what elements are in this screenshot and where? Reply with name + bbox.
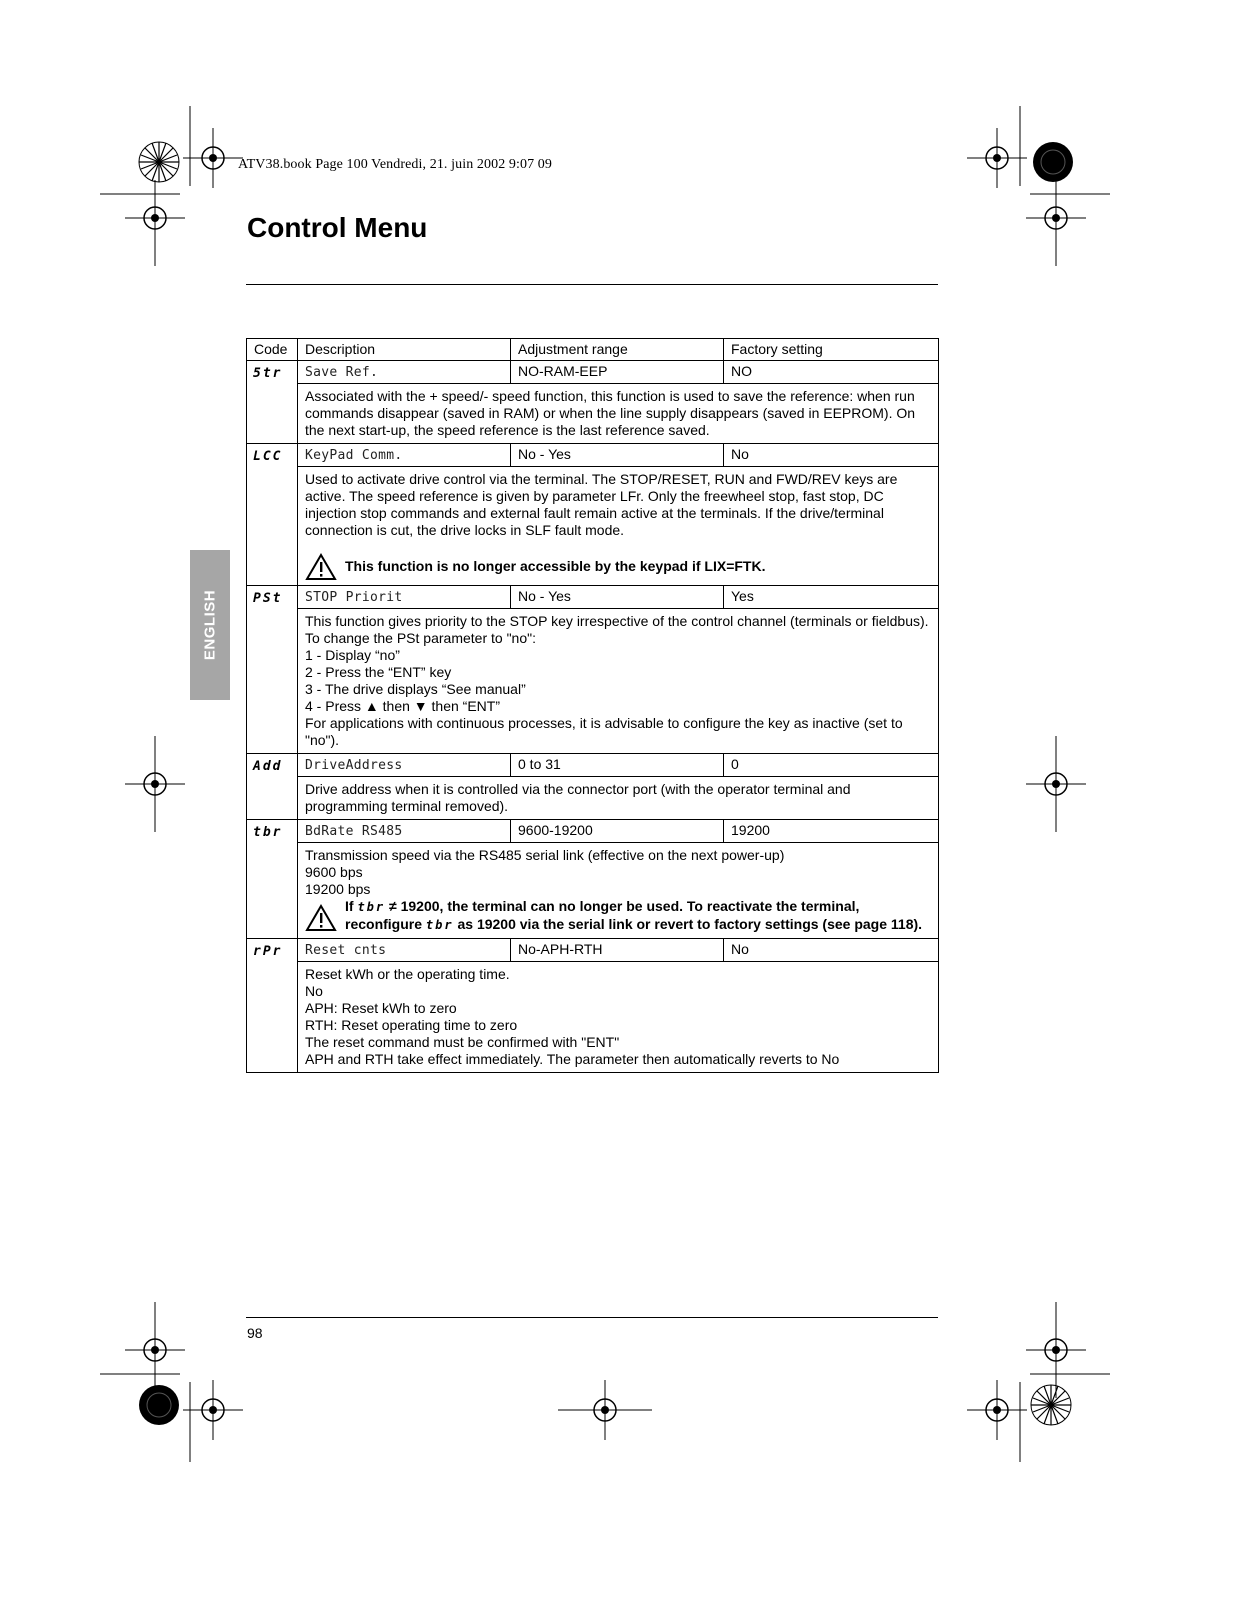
description-text: For applications with continuous processes, it is advisable to configure the key as inactive (set to "no").	[305, 715, 903, 748]
header-range: Adjustment range	[511, 339, 724, 361]
description-text: Used to activate drive control via the terminal. The STOP/RESET, RUN and FWD/REV keys are active. The speed reference is given by parameter LFr. Only the freewheel stop, fast stop, DC injection stop commands and external fault remain active at the terminals. If the drive/terminal connection is cut, the drive locks in SLF fault mode.	[305, 471, 898, 538]
parameter-name: STOP Priorit	[305, 590, 403, 605]
language-side-tab	[190, 550, 230, 700]
parameter-name: DriveAddress	[305, 758, 403, 773]
description-step: 3 - The drive displays “See manual”	[305, 681, 526, 697]
header-description: Description	[298, 339, 511, 361]
table-row	[247, 586, 939, 609]
table-row	[247, 754, 939, 777]
table-row	[247, 361, 939, 384]
table-row	[247, 820, 939, 843]
header-factory: Factory setting	[724, 339, 939, 361]
adjustment-range: 9600-19200	[511, 820, 724, 843]
side-tab-label: ENGLISH	[201, 589, 219, 661]
description-text: Associated with the + speed/- speed function, this function is used to save the reference: when run commands disappear (saved in RAM) or when the line supply disappears (saved in EEPROM). On the next start-up, the speed reference is the last reference saved.	[305, 388, 916, 438]
description-option: No	[305, 983, 323, 999]
description-option: 9600 bps	[305, 864, 363, 880]
description-text: To change the PSt parameter to "no":	[305, 630, 536, 646]
parameter-code: LCC	[253, 449, 283, 464]
header-code: Code	[247, 339, 298, 361]
warning-triangle-icon	[305, 904, 337, 932]
factory-setting: No	[724, 444, 939, 467]
parameter-name: Reset cnts	[305, 943, 387, 958]
description-text: Drive address when it is controlled via the connector port (with the operator terminal and programming terminal removed).	[305, 781, 851, 814]
factory-setting: 0	[724, 754, 939, 777]
page-number: 98	[247, 1325, 263, 1341]
factory-setting: 19200	[724, 820, 939, 843]
description-text: The reset command must be confirmed with "ENT"	[305, 1034, 620, 1050]
footer-rule	[246, 1317, 938, 1318]
page-title: Control Menu	[247, 212, 428, 243]
description-text: This function gives priority to the STOP key irrespective of the control channel (terminals or fieldbus).	[305, 613, 929, 629]
parameter-name: Save Ref.	[305, 365, 379, 380]
adjustment-range: No - Yes	[511, 444, 724, 467]
table-description-row	[247, 467, 939, 586]
table-description-row	[247, 843, 939, 939]
warning-note	[305, 898, 931, 934]
table-row	[247, 939, 939, 962]
factory-setting: Yes	[724, 586, 939, 609]
table-description-row	[247, 962, 939, 1073]
parameter-code: rPr	[253, 944, 283, 959]
parameter-name: BdRate RS485	[305, 824, 403, 839]
parameter-code: Add	[253, 759, 283, 774]
control-menu-table	[246, 338, 939, 1073]
description-option: 19200 bps	[305, 881, 371, 897]
parameter-code-inline: tbr	[425, 918, 454, 932]
description-option: RTH: Reset operating time to zero	[305, 1017, 518, 1033]
parameter-code-inline: tbr	[357, 900, 386, 914]
table-description-row	[247, 384, 939, 444]
adjustment-range: NO-RAM-EEP	[511, 361, 724, 384]
adjustment-range: No - Yes	[511, 586, 724, 609]
warning-text: If tbr ≠ 19200, the terminal can no longer be used. To reactivate the terminal, reconfigure tbr as 19200 via the serial link or revert to factory settings (see page 118).	[345, 898, 923, 932]
parameter-code: PSt	[253, 591, 283, 606]
table-description-row	[247, 777, 939, 820]
description-step: 4 - Press ▲ then ▼ then “ENT”	[305, 698, 500, 714]
factory-setting: NO	[724, 361, 939, 384]
table-description-row	[247, 609, 939, 754]
title-rule	[246, 284, 938, 285]
description-option: APH: Reset kWh to zero	[305, 1000, 457, 1016]
description-text: APH and RTH take effect immediately. The parameter then automatically reverts to No	[305, 1051, 840, 1067]
description-text: Transmission speed via the RS485 serial link (effective on the next power-up)	[305, 847, 785, 863]
adjustment-range: No-APH-RTH	[511, 939, 724, 962]
description-text: Reset kWh or the operating time.	[305, 966, 510, 982]
adjustment-range: 0 to 31	[511, 754, 724, 777]
parameter-code: tbr	[253, 825, 283, 840]
book-header-note: ATV38.book Page 100 Vendredi, 21. juin 2002 9:07 09	[238, 157, 552, 172]
parameter-code: 5tr	[253, 366, 283, 381]
warning-text: This function is no longer accessible by the keypad if LIX=FTK.	[345, 558, 766, 574]
description-step: 1 - Display “no”	[305, 647, 400, 663]
table-header-row	[247, 339, 939, 361]
warning-note	[305, 553, 931, 581]
table-row	[247, 444, 939, 467]
parameter-name: KeyPad Comm.	[305, 448, 403, 463]
description-step: 2 - Press the “ENT” key	[305, 664, 452, 680]
warning-triangle-icon	[305, 553, 337, 581]
factory-setting: No	[724, 939, 939, 962]
